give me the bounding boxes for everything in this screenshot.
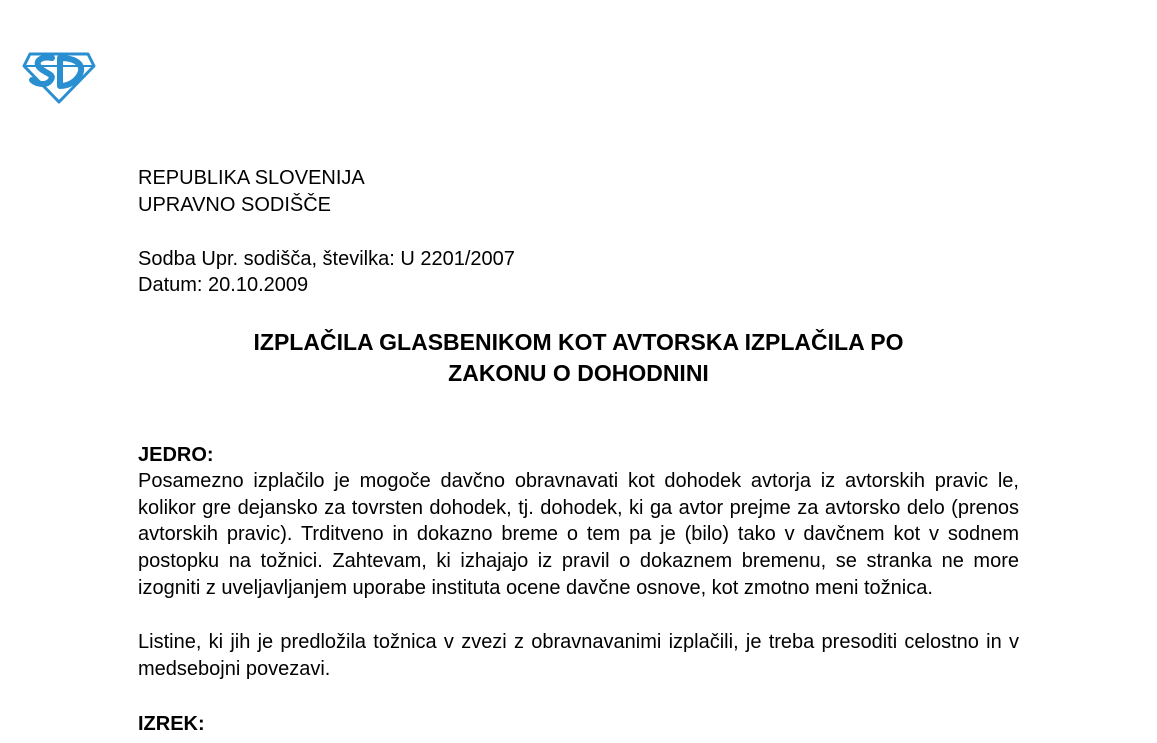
title-line-1: IZPLAČILA GLASBENIKOM KOT AVTORSKA IZPLAČILA PO xyxy=(253,329,904,355)
case-number: Sodba Upr. sodišča, številka: U 2201/2007 xyxy=(138,248,515,270)
header-court: UPRAVNO SODIŠČE xyxy=(138,194,331,216)
title-line-2: ZAKONU O DOHODNINI xyxy=(448,360,709,386)
jedro-paragraph-2: Listine, ki jih je predložila tožnica v zvezi z obravnavanimi izplačili, je treba presoditi celostno in v medsebojni povezavi. xyxy=(138,631,1019,680)
header-country: REPUBLIKA SLOVENIJA xyxy=(138,167,365,189)
court-logo-icon xyxy=(22,48,96,104)
case-date: Datum: 20.10.2009 xyxy=(138,274,309,296)
izrek-heading: IZREK: xyxy=(138,713,205,735)
document-title xyxy=(138,327,1019,389)
jedro-paragraph-1: Posamezno izplačilo je mogoče davčno obravnavati kot dohodek avtorja iz avtorskih pravic le, kolikor gre dejansko za tovrsten dohodek, tj. dohodek, ki ga avtor prejme za avtorsko delo (prenos avtorskih pravic). Trditveno in dokazno breme o tem pa je (bilo) tako v davčnem kot v sodnem postopku na tožnici. Zahtevam, ki izhajajo iz pravil o dokaznem bremenu, se stranka ne more izogniti z uveljavljanjem uporabe instituta ocene davčne osnove, kot zmotno meni tožnica. xyxy=(138,470,1019,599)
jedro-heading: JEDRO: xyxy=(138,444,214,466)
